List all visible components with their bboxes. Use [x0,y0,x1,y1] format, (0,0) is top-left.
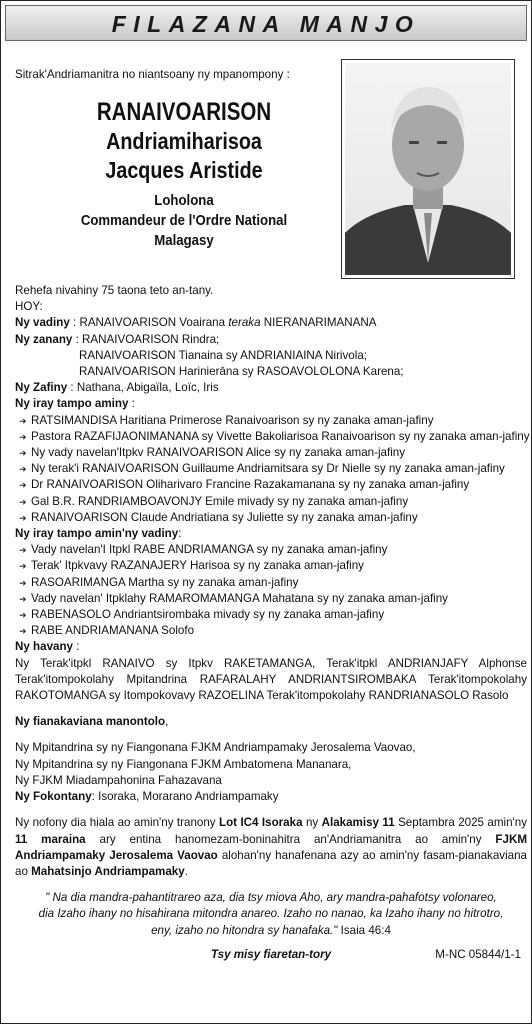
closing-row [15,947,527,965]
list-item [15,477,527,493]
deceased-given-name-1: Andriamiharisoa [106,128,262,154]
spouse-line [15,315,527,331]
hoy-label: HOY: [15,300,43,314]
siblings-label: Ny iray tampo aminy [15,397,129,411]
closing-line: Tsy misy fiaretan-tory [210,947,332,961]
list-item-text: Ny terak'i RANAIVOARISON Guillaume Andriamitsara sy Dr Nielle sy ny zanaka aman-jafiny [31,462,505,476]
fokontany-text: : Isoraka, Morarano Andriampamaky [91,790,279,804]
fokontany-line [15,789,527,805]
arrow-bullet-icon: ➜ [19,626,27,637]
bible-quote-line-1: " Na dia mandra-pahantitrareo aza, dia tsy miova Aho, ary mandra-pahafotsy volonareo, [45,891,497,905]
relatives-label: Ny havany [15,640,73,654]
bible-quote-reference: Isaia 46:4 [337,923,391,937]
relatives-heading [15,639,527,655]
funeral-text: . [184,864,188,878]
list-item [15,494,527,510]
children-line [15,332,527,348]
spacer [15,805,527,815]
spacer [15,704,527,714]
list-item [15,623,527,639]
list-item-text: RABENASOLO Andriantsirombaka mivady sy ny zanaka aman-jafiny [31,608,385,622]
grandchildren-label: Ny Zafiny [15,381,68,395]
list-item-text: RABE ANDRIAMANANA Solofo [31,624,195,638]
funeral-line-3 [15,848,527,864]
funeral-text: ny [302,816,322,830]
arrow-bullet-icon: ➜ [19,577,27,588]
burial-place: Mahatsinjo Andriampamaky [31,864,185,878]
portrait-photo [341,59,515,279]
list-item [15,445,527,461]
arrow-bullet-icon: ➜ [19,545,27,556]
arrow-bullet-icon: ➜ [19,561,27,572]
child-1: : RANAIVOARISON Rindra; [75,332,220,346]
deceased-title-1: Loholona [154,192,214,209]
spouse-siblings-colon: : [178,527,182,541]
arrow-bullet-icon: ➜ [19,512,27,523]
arrow-bullet-icon: ➜ [19,480,27,491]
grandchildren-line [15,380,527,396]
list-item [15,461,527,477]
arrow-bullet-icon: ➜ [19,593,27,604]
whole-family-label: Ny fianakaviana manontolo [15,715,166,729]
list-item-text: Ny vady navelan'Itpkv RANAIVOARISON Alice sy ny zanaka aman-jafiny [31,446,406,460]
funeral-line-1 [15,815,527,831]
arrow-bullet-icon: ➜ [19,415,27,426]
church-line-1: Ny Mpitandrina sy ny Fiangonana FJKM Andriampamaky Jerosalema Vaovao, [15,741,416,755]
grandchildren-names: : Nathana, Abigaïla, Loïc, Iris [67,381,219,395]
list-item [15,591,527,607]
relatives-line-3: RAKOTOMANGA sy Itompokovavy RAZOELINA Terak'itompokolahy RANDRIANASOLO Rasolo [15,689,509,703]
list-item [15,413,527,429]
list-item-text: RANAIVOARISON Claude Andriatiana sy Juliette sy ny zanaka aman-jafiny [31,510,418,524]
spouse-siblings-label: Ny iray tampo amin'ny vadiny [15,527,179,541]
spouse-label: Ny vadiny [15,316,70,330]
funeral-text: ary entina hanomezam-boninahitra an'Andriamanitra ao amin'ny [85,832,496,846]
deceased-surname: RANAIVOARISON [96,98,272,126]
list-item-text: Dr RANAIVOARISON Oliharivaro Francine Razakamanana sy ny zanaka aman-jafiny [31,478,470,492]
spouse-maiden-name: NIERANARIMANANA [260,316,377,330]
child-2: RANAIVOARISON Tianaina sy ANDRIANIAINA Nirivola; [79,348,367,362]
funeral-text: alohan'ny hanafenana azy ao amin'ny fasam-pianakaviana [217,848,528,862]
arrow-bullet-icon: ➜ [19,431,27,442]
funeral-line-2 [15,832,527,848]
intro-line: Sitrak'Andriamanitra no niantsoany ny mpanompony : [15,68,290,81]
age-line: Rehefa nivahiny 75 taona teto an-tany. [15,284,214,297]
funeral-church: FJKM [495,832,527,846]
notice-code: M-NC 05844/1-1 [435,947,521,961]
child-3: RANAIVOARISON Harinierāna sy RASOAVOLOLONA Karena; [79,365,404,379]
funeral-date: Alakamisy 11 [321,816,395,830]
arrow-bullet-icon: ➜ [19,496,27,507]
list-item [15,575,527,591]
fokontany-label: Ny Fokontany [15,790,92,804]
children-label: Ny zanany [15,332,73,346]
funeral-line-4 [15,864,527,880]
list-item-text: Vady navelan' Itpklahy RAMAROMAMANGA Mahatana sy ny zanaka aman-jafiny [31,591,448,605]
funeral-text: ao [15,864,32,878]
whole-family-line [15,714,527,730]
bible-quote-line-3 [15,923,527,939]
funeral-text: Ny nofony dia hiala ao amin'ny tranony [15,816,220,830]
list-item-text: RATSIMANDISA Haritiana Primerose Ranaivoarison sy ny zanaka aman-jafiny [31,413,434,427]
list-item [15,510,527,526]
spouse-siblings-heading [15,526,527,542]
church-line-2: Ny Mpitandrina sy ny Fiangonana FJKM Ambatomena Mananara, [15,757,352,771]
list-item-text: Pastora RAZAFIJAONIMANANA sy Vivette Bakoliarisoa Ranaivoarison sy ny zanaka aman-jafiny [31,429,530,443]
list-item-text: Gal B.R. RANDRIAMBOAVONJY Emile mivady sy ny zanaka aman-jafiny [31,494,409,508]
list-item-text: RASOARIMANGA Martha sy ny zanaka aman-jafiny [31,575,299,589]
obituary-body [15,283,530,965]
deceased-title-3: Malagasy [154,232,214,249]
bible-quote-text: eny, izaho no hitondra sy hanafaka." [151,923,338,937]
arrow-bullet-icon: ➜ [19,464,27,475]
banner-title: FILAZANA MANJO [111,11,421,37]
list-item-text: Terak' Itpkvavy RAZANAJERY Harisoa sy ny zanaka aman-jafiny [31,559,364,573]
arrow-bullet-icon: ➜ [19,448,27,459]
deceased-name-block [31,97,337,251]
funeral-time: 11 maraina [15,832,86,846]
spouse-name: RANAIVOARISON Voairana [79,316,229,330]
portrait-image [345,63,511,275]
funeral-text: Septambra 2025 amin'ny [394,816,527,830]
bible-quote-line-2: dia Izaho ihany no hisahirana mitondra anareo. Izaho no nanao, ka Izaho ihany no hitrotro, [38,907,504,921]
relatives-colon: : [73,640,80,654]
list-item [15,429,530,445]
funeral-address: Lot IC4 Isoraka [219,816,303,830]
list-item [15,542,527,558]
whole-family-suffix: , [165,715,169,729]
spouse-sep: : [69,316,80,330]
relatives-line-1: Ny Terak'itpkl RANAIVO sy Itpkv RAKETAMANGA, Terak'itpkl ANDRIANJAFY Alphonse [15,656,527,670]
deceased-title-2: Commandeur de l'Ordre National [80,212,288,229]
spacer [15,939,527,947]
spacer [15,730,527,740]
spacer [15,880,527,890]
church-line-3: Ny FJKM Miadampahonina Fahazavana [15,773,222,787]
portrait-illustration [345,63,511,275]
arrow-bullet-icon: ➜ [19,610,27,621]
header-banner [5,5,527,41]
relatives-line-2: Terak'itompokolahy Mpitandrina RAFARALAHY ANDRIANTSIROMBAKA Terak'itompokolahy [15,672,527,686]
list-item [15,607,527,623]
list-item [15,558,527,574]
spouse-teraka: teraka [228,316,261,330]
list-item-text: Vady navelan'I Itpkl RABE ANDRIAMANGA sy ny zanaka aman-jafiny [31,543,388,557]
siblings-heading [15,396,527,412]
funeral-church-name: Andriampamaky Jerosalema Vaovao [15,848,218,862]
siblings-colon: : [131,397,135,411]
deceased-given-name-2: Jacques Aristide [105,157,263,183]
